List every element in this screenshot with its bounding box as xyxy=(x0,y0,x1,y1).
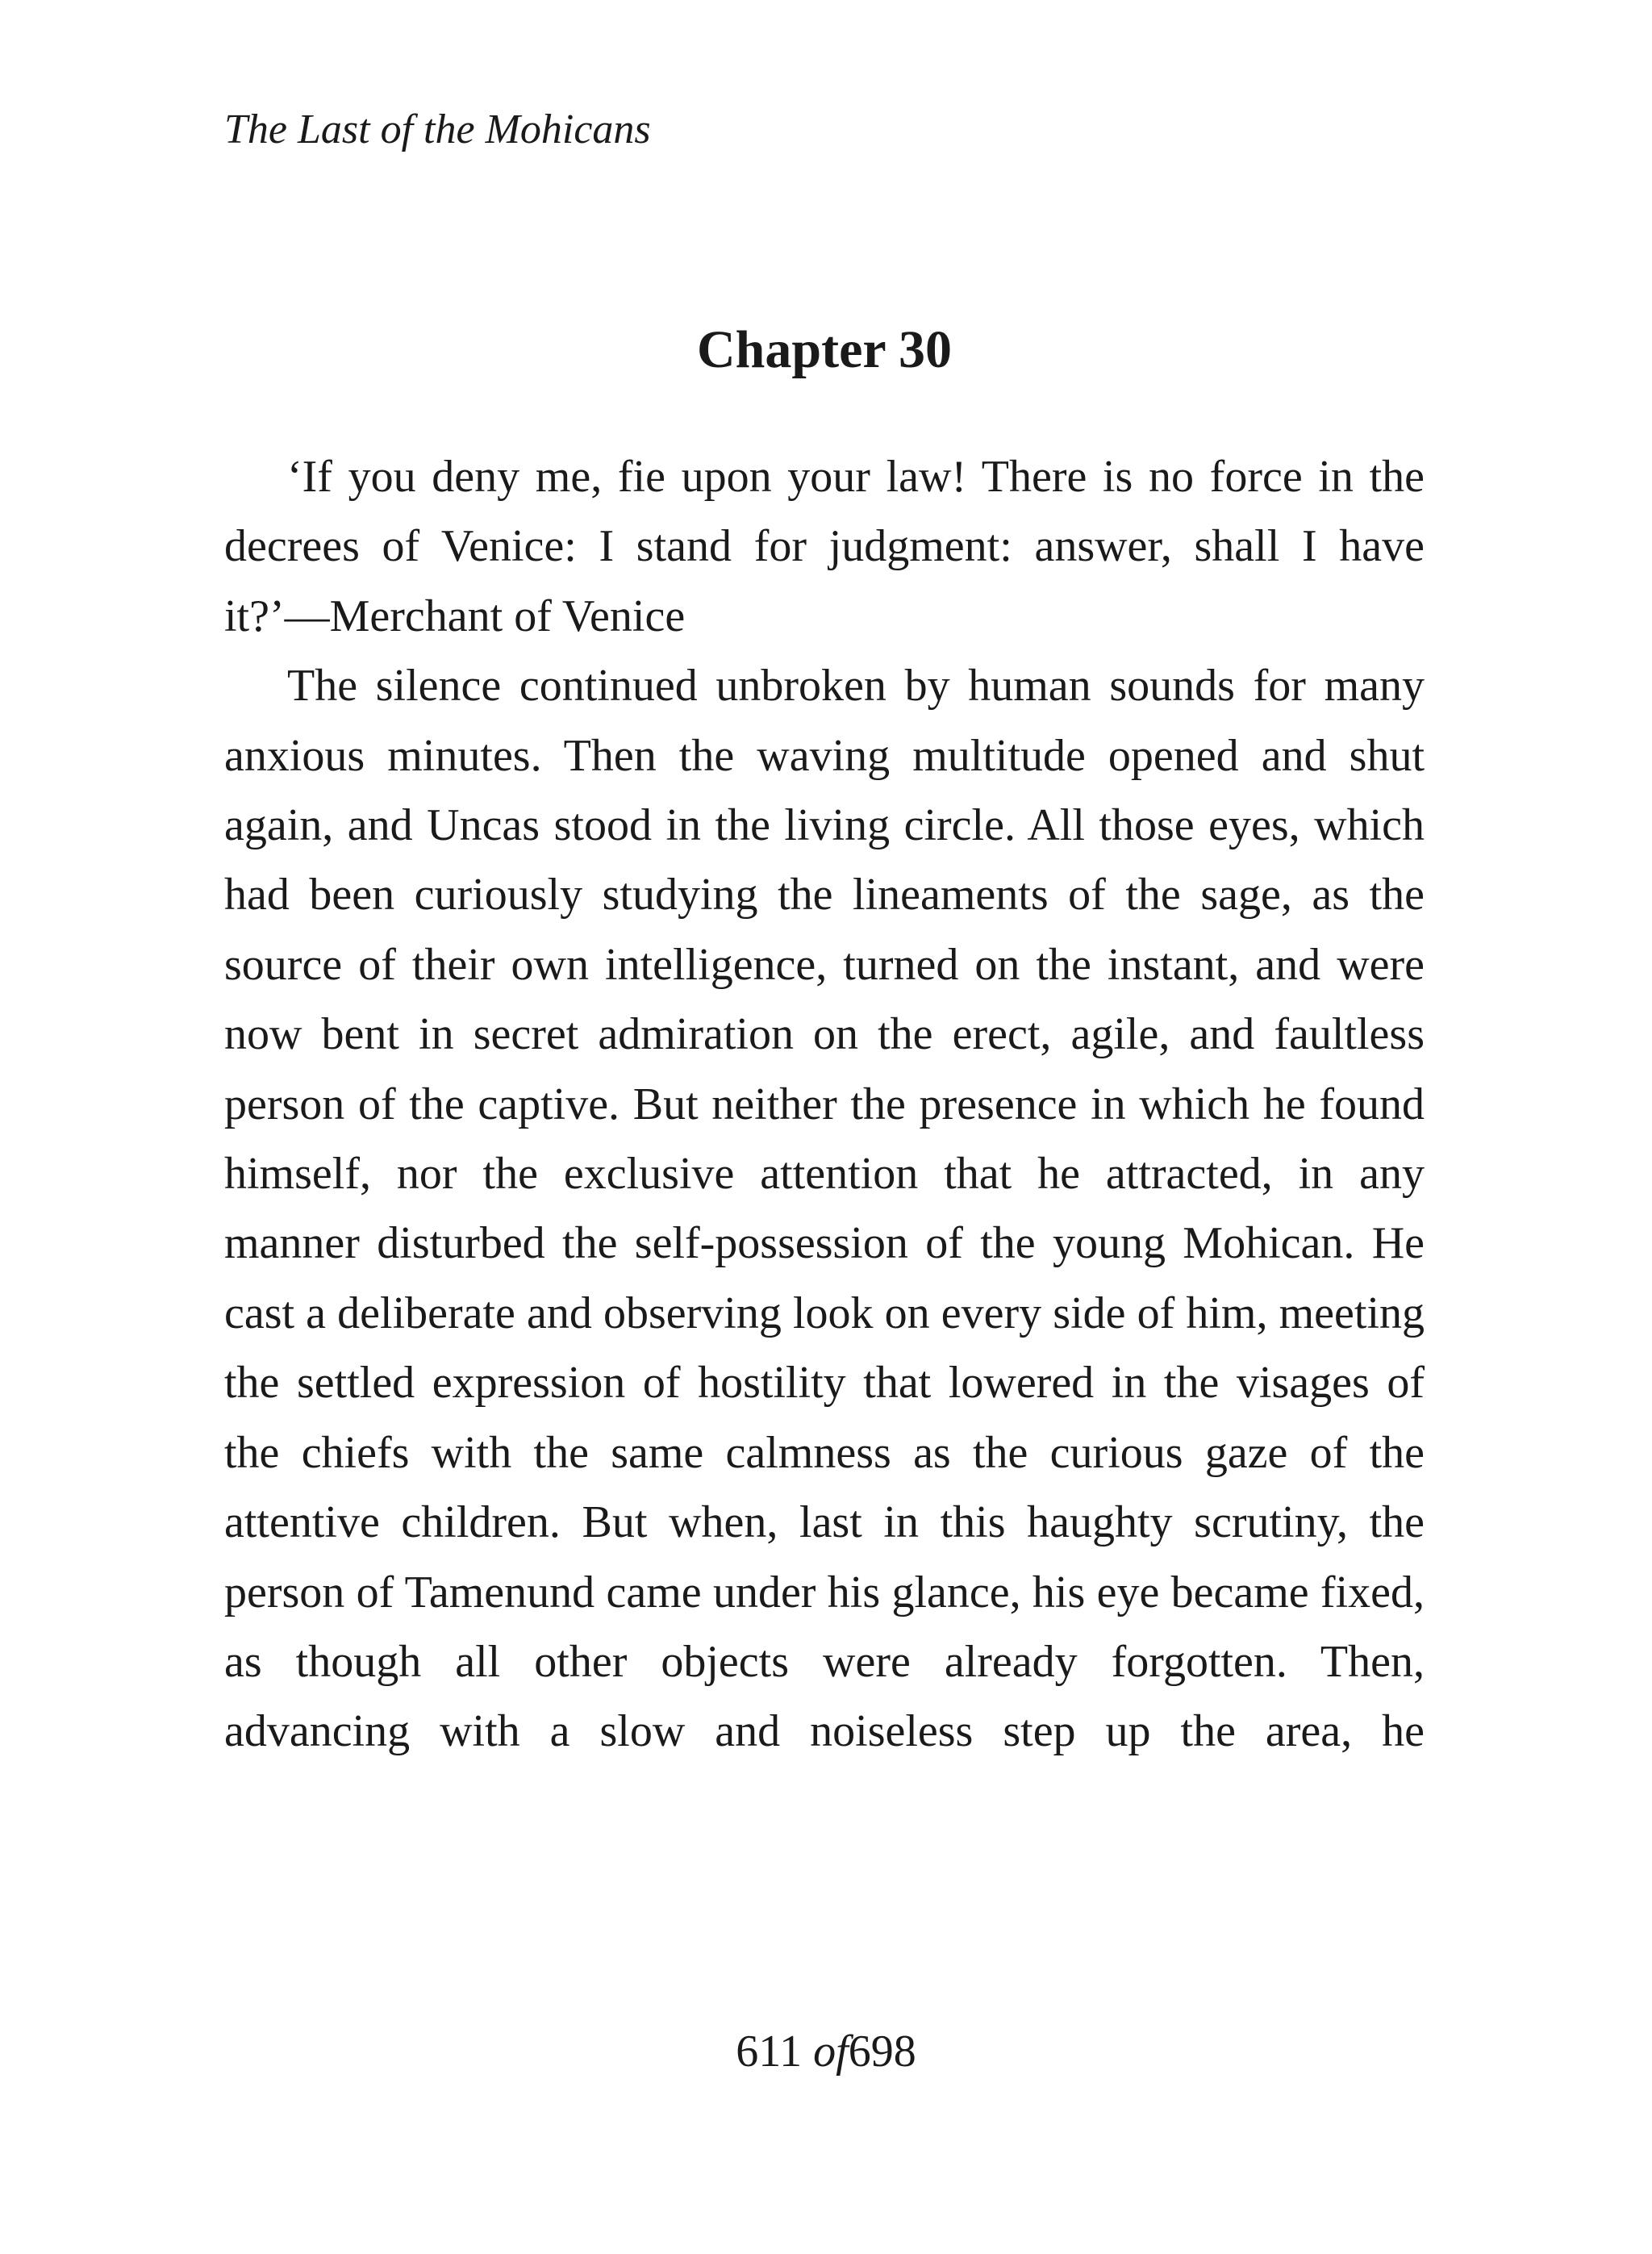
page-number xyxy=(0,2025,1652,2079)
paragraph: The silence continued unbroken by human sounds for many anxious minutes. Then the waving multitude opened and shut again, and Uncas stood in the living circle. All those eyes, which had been curiously studying the lineaments of the sage, as the source of their own intelligence, turned on the instant, and were now bent in secret admiration on the erect, agile, and faultless person of the captive. But neither the presence in which he found himself, nor the exclusive attention that he attracted, in any manner disturbed the self-possession of the young Mohican. He cast a deliberate and observing look on every side of him, meeting the settled expression of hostility that lowered in the visages of the chiefs with the same calmness as the curious gaze of the attentive children. But when, last in this haughty scrutiny, the person of Tamenund came under his glance, his eye became fixed, as though all other objects were already forgotten. Then, advancing with a slow and noiseless step up the area, he xyxy=(224,661,1425,1757)
running-header: The Last of the Mohicans xyxy=(224,106,651,152)
page-total: 698 xyxy=(848,2027,916,2077)
page-of-label: of xyxy=(813,2027,849,2077)
epigraph: ‘If you deny me, fie upon your law! There is no force in the decrees of Venice: I stand for judgment: answer, shall I have it?’—Merchant of Venice xyxy=(224,452,1425,641)
body-text xyxy=(224,442,1425,1767)
chapter-title: Chapter 30 xyxy=(697,320,952,379)
page-current: 611 xyxy=(736,2027,803,2077)
